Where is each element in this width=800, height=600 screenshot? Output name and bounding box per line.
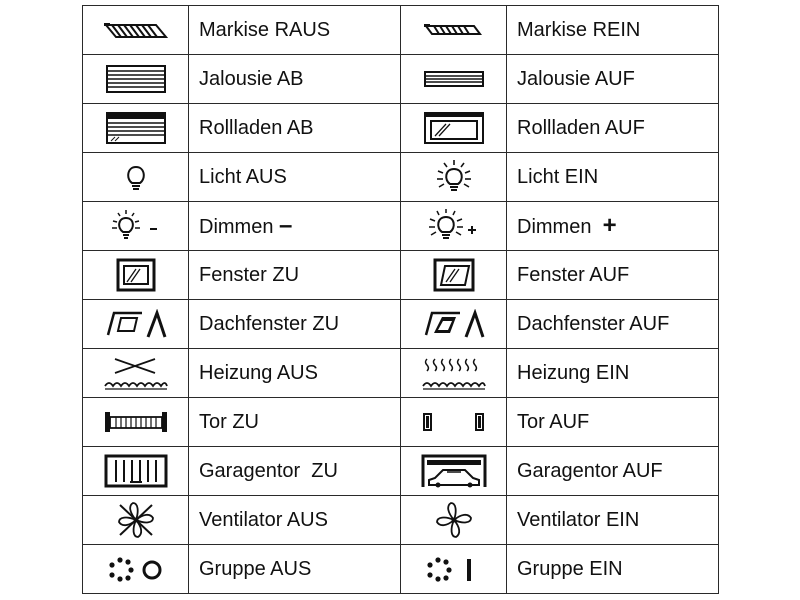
icon-cell <box>401 6 507 55</box>
symbol-label: Tor AUF <box>517 410 590 433</box>
table-row <box>83 300 719 349</box>
symbol-label: Rollladen AB <box>199 116 314 139</box>
icon-cell <box>83 104 189 153</box>
table-row <box>83 55 719 104</box>
symbol-label: Ventilator EIN <box>517 508 640 531</box>
icon-cell <box>401 55 507 104</box>
shutter-up-icon <box>424 112 484 144</box>
symbol-label: Licht EIN <box>517 165 599 188</box>
label-cell <box>189 55 401 104</box>
symbol-label: Jalousie AUF <box>517 67 635 90</box>
window-open-icon <box>433 258 475 292</box>
label-cell <box>507 251 719 300</box>
label-cell <box>507 202 719 251</box>
light-off-icon <box>121 162 151 192</box>
dim-down-icon <box>108 209 164 243</box>
label-cell <box>507 55 719 104</box>
table-row <box>83 6 719 55</box>
icon-cell <box>401 496 507 545</box>
icon-cell <box>83 496 189 545</box>
light-on-icon <box>432 159 476 195</box>
label-cell <box>189 6 401 55</box>
table-row <box>83 251 719 300</box>
symbol-label: Markise REIN <box>517 18 641 41</box>
symbol-label: Dachfenster ZU <box>199 312 340 335</box>
label-cell <box>507 300 719 349</box>
symbol-label: Heizung EIN <box>517 361 630 384</box>
table-row <box>83 349 719 398</box>
symbol-label: Fenster ZU <box>199 263 300 286</box>
icon-cell <box>83 447 189 496</box>
heating-on-icon <box>421 355 487 391</box>
label-cell <box>507 104 719 153</box>
table-row <box>83 398 719 447</box>
symbol-label: Heizung AUS <box>199 361 318 384</box>
plus-sign: + <box>602 212 617 239</box>
blind-up-icon <box>424 71 484 87</box>
gate-closed-icon <box>104 411 168 433</box>
shutter-down-icon <box>106 112 166 144</box>
awning-in-icon <box>424 23 484 37</box>
symbol-label: Dimmen <box>517 216 603 238</box>
symbol-label: Dachfenster AUF <box>517 312 670 335</box>
minus-sign: – <box>279 212 293 239</box>
icon-cell <box>401 153 507 202</box>
fan-off-icon <box>116 501 156 539</box>
group-on-icon <box>425 556 483 582</box>
symbol-table <box>82 5 719 594</box>
table-row <box>83 104 719 153</box>
label-cell <box>507 496 719 545</box>
label-cell <box>189 349 401 398</box>
label-cell <box>189 153 401 202</box>
symbol-label: Tor ZU <box>199 410 259 433</box>
table-row <box>83 496 719 545</box>
symbol-label: Gruppe AUS <box>199 557 312 580</box>
roof-window-closed-icon <box>104 309 168 339</box>
icon-cell <box>83 398 189 447</box>
symbol-label: Rollladen AUF <box>517 116 645 139</box>
symbol-label: Jalousie AB <box>199 67 304 90</box>
icon-cell <box>401 104 507 153</box>
label-cell <box>189 202 401 251</box>
symbol-label: Garagentor AUF <box>517 459 663 482</box>
icon-cell <box>83 153 189 202</box>
icon-cell <box>401 251 507 300</box>
group-off-icon <box>107 556 165 582</box>
icon-cell <box>83 202 189 251</box>
icon-cell <box>83 545 189 594</box>
gate-open-icon <box>422 411 486 433</box>
symbol-label: Licht AUS <box>199 165 287 188</box>
table-row <box>83 202 719 251</box>
icon-cell <box>83 6 189 55</box>
icon-cell <box>401 349 507 398</box>
garage-door-closed-icon <box>104 454 168 488</box>
icon-cell <box>83 300 189 349</box>
icon-cell <box>401 202 507 251</box>
label-cell <box>507 545 719 594</box>
symbol-label: Garagentor ZU <box>199 459 338 482</box>
label-cell <box>189 496 401 545</box>
awning-out-icon <box>104 20 168 40</box>
dim-up-icon <box>426 208 482 244</box>
icon-cell <box>401 447 507 496</box>
symbol-label: Gruppe EIN <box>517 557 623 580</box>
label-cell <box>189 104 401 153</box>
garage-door-open-icon <box>421 454 487 488</box>
icon-cell <box>83 55 189 104</box>
symbol-label: Markise RAUS <box>199 18 331 41</box>
window-closed-icon <box>116 258 156 292</box>
roof-window-open-icon <box>422 309 486 339</box>
table-row <box>83 153 719 202</box>
label-cell <box>189 545 401 594</box>
symbol-label: Fenster AUF <box>517 263 630 286</box>
label-cell <box>189 300 401 349</box>
icon-cell <box>83 251 189 300</box>
heating-off-icon <box>103 355 169 391</box>
label-cell <box>189 251 401 300</box>
label-cell <box>189 447 401 496</box>
label-cell <box>507 447 719 496</box>
icon-cell <box>401 300 507 349</box>
label-cell <box>507 153 719 202</box>
icon-cell <box>401 398 507 447</box>
symbol-label: Dimmen <box>199 216 280 238</box>
table-row <box>83 447 719 496</box>
symbol-label: Ventilator AUS <box>199 508 328 531</box>
label-cell <box>507 398 719 447</box>
label-cell <box>507 349 719 398</box>
icon-cell <box>83 349 189 398</box>
icon-cell <box>401 545 507 594</box>
table-row <box>83 545 719 594</box>
label-cell <box>507 6 719 55</box>
label-cell <box>189 398 401 447</box>
fan-on-icon <box>434 501 474 539</box>
blind-down-icon <box>106 65 166 93</box>
